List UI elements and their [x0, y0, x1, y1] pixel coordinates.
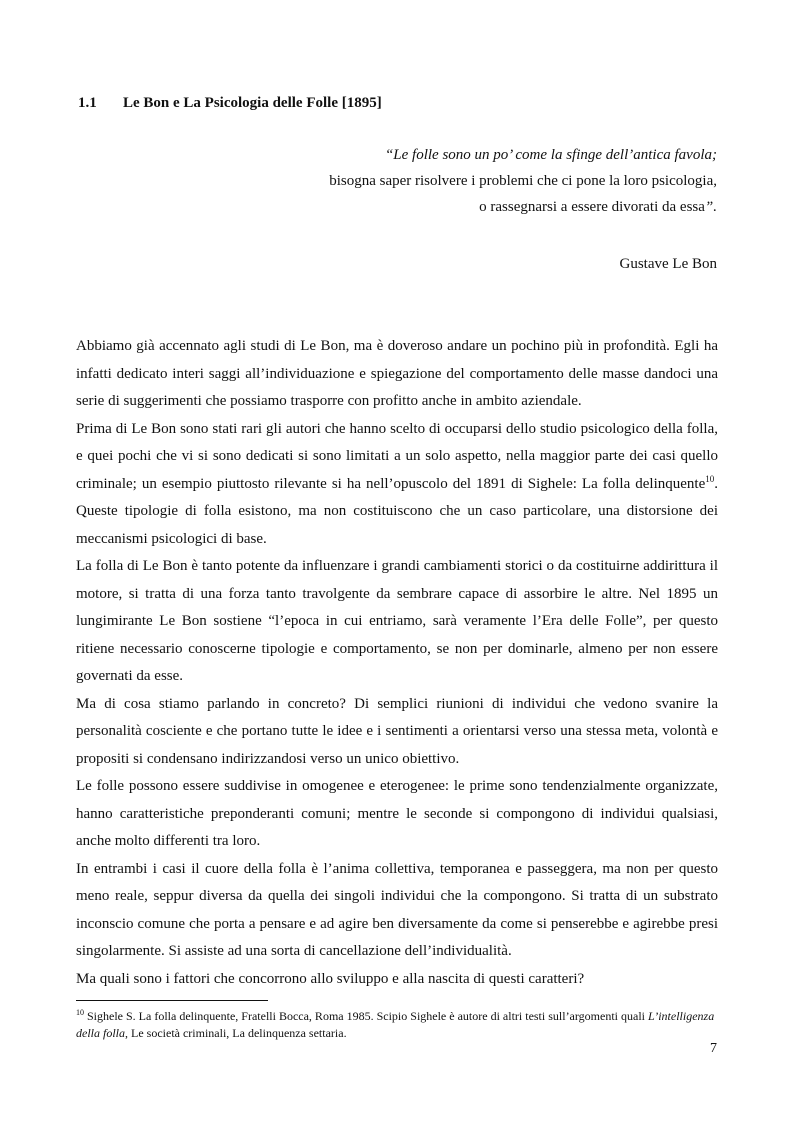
footnote-divider: [76, 1000, 268, 1001]
footnote-text-b: , Le società criminali, La delinquenza settaria.: [125, 1026, 347, 1040]
footnote-text-a: Sighele S. La folla delinquente, Fratelli Bocca, Roma 1985. Scipio Sighele è autore di altri testi sull’argomenti quali: [84, 1009, 648, 1023]
paragraph-7: Ma quali sono i fattori che concorrono allo sviluppo e alla nascita di questi caratteri?: [76, 970, 585, 987]
epigraph-closing-quote: ”.: [704, 199, 717, 215]
page-number: 7: [710, 1041, 717, 1056]
paragraph-6: In entrambi i casi il cuore della folla è l’anima collettiva, temporanea e passeggera, ma non per questo meno reale, seppur diversa da quella dei singoli individui che la compongono. Si tratta di un substrato inconscio comune che porta a pensare e ad agire ben diversamente da come si penserebbe e agirebbe presi singolarmente. Si assiste ad una sorta di cancellazione dell’individualità.: [76, 860, 718, 959]
footnote: [76, 1008, 726, 1042]
body-text: [76, 333, 718, 993]
paragraph-2-text-a: Prima di Le Bon sono stati rari gli autori che hanno scelto di occuparsi dello studio psicologico della folla, e quei pochi che vi si sono dedicati si sono limitati a un solo aspetto, nella maggior parte dei casi quello criminale; un esempio piuttosto rilevante si ha nell’opuscolo del 1891 di Sighele: La folla delinquente: [76, 420, 718, 492]
section-number: 1.1: [78, 95, 97, 111]
epigraph-line-3-text: o rassegnarsi a essere divorati da essa: [479, 199, 705, 215]
footnote-italic-title: L’intelligenza della folla: [76, 1009, 715, 1040]
paragraph-2: [76, 416, 718, 554]
paragraph-4: Ma di cosa stiamo parlando in concreto? Di semplici riunioni di individui che vedono svanire la personalità cosciente e che portano tutte le idee e i sentimenti a orientarsi verso una stessa meta, volontà e propositi si condensano indirizzandosi verso un unico obiettivo.: [76, 695, 718, 767]
epigraph-quote: [117, 142, 717, 220]
paragraph-1: Abbiamo già accennato agli studi di Le Bon, ma è doveroso andare un pochino più in profondità. Egli ha infatti dedicato interi saggi all’individuazione e spiegazione del comportamento delle masse dandoci una serie di suggerimenti che possiamo trasporre con profitto anche in ambito aziendale.: [76, 338, 718, 409]
footnote-number: 10: [76, 1008, 84, 1017]
epigraph-line-2: bisogna saper risolvere i problemi che ci pone la loro psicologia,: [329, 173, 717, 189]
paragraph-5: Le folle possono essere suddivise in omogenee e eterogenee: le prime sono tendenzialmente organizzate, hanno caratteristiche preponderanti comuni; mentre le seconde si compongono di individui qualsiasi, anche molto differenti tra loro.: [76, 778, 718, 849]
paragraph-2-text-b: . Queste tipologie di folla esistono, ma non costituiscono che un caso particolare, una distorsione dei meccanismi psicologici di base.: [76, 475, 718, 547]
footnote-reference[interactable]: 10: [705, 473, 715, 484]
epigraph-line-3: [117, 194, 717, 220]
epigraph-author: Gustave Le Bon: [619, 256, 717, 272]
epigraph-line-1: “Le folle sono un po’ come la sfinge dell’antica favola;: [384, 147, 717, 163]
section-title: Le Bon e La Psicologia delle Folle [1895]: [123, 95, 382, 111]
paragraph-3: La folla di Le Bon è tanto potente da influenzare i grandi cambiamenti storici o da costituirne addirittura il motore, si tratta di una forza tanto travolgente da sembrare capace di assorbire le altre. Nel 1895 un lungimirante Le Bon sostiene “l’epoca in cui entriamo, sarà veramente l’Era delle Folle”, per questo ritiene necessario conoscerne tipologie e comportamento, se non per dominarle, almeno per non essere governati da esse.: [76, 558, 718, 684]
section-heading: [78, 95, 382, 112]
